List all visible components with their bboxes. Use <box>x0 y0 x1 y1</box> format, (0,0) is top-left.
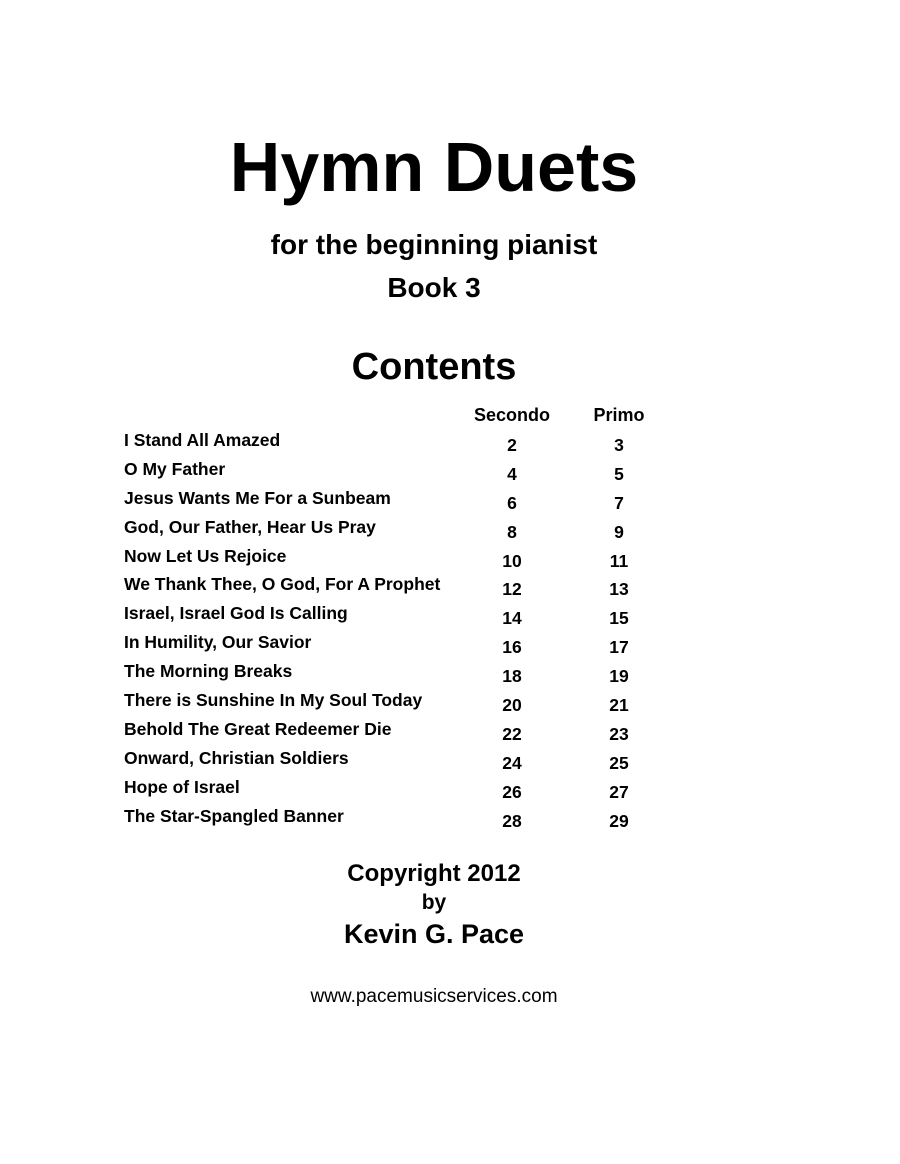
toc-entry-title: In Humility, Our Savior <box>124 632 312 653</box>
toc-row <box>124 602 684 631</box>
toc-secondo-page: 22 <box>502 723 522 744</box>
toc-primo-page: 21 <box>609 695 629 716</box>
column-header-secondo: Secondo <box>473 405 550 425</box>
toc-secondo-page: 20 <box>502 695 522 716</box>
toc-entry-title: There is Sunshine In My Soul Today <box>124 690 423 711</box>
toc-entry-title: Israel, Israel God Is Calling <box>124 603 348 624</box>
toc-row <box>124 545 684 574</box>
toc-row <box>124 660 684 689</box>
toc-secondo-page: 12 <box>502 579 522 600</box>
toc-row <box>124 718 684 747</box>
toc-primo-page: 13 <box>609 579 629 600</box>
toc-entry-title: Onward, Christian Soldiers <box>124 747 349 768</box>
toc-row <box>124 689 684 718</box>
author-name: Kevin G. Pace <box>343 919 525 949</box>
toc-entry-title: God, Our Father, Hear Us Pray <box>124 516 376 537</box>
toc-entry-title: Hope of Israel <box>124 776 240 797</box>
toc-secondo-page: 4 <box>507 463 517 484</box>
toc-secondo-page: 6 <box>507 492 517 513</box>
toc-secondo-page: 14 <box>502 608 522 629</box>
column-header-primo: Primo <box>593 405 645 425</box>
toc-primo-page: 29 <box>609 810 629 831</box>
copyright-line: Copyright 2012 <box>347 860 521 887</box>
toc-entry-title: Behold The Great Redeemer Die <box>124 718 392 739</box>
toc-row <box>124 805 684 834</box>
toc-entry-title: I Stand All Amazed <box>124 430 281 450</box>
toc-entry-title: Now Let Us Rejoice <box>124 545 287 566</box>
toc-primo-page: 9 <box>614 521 624 542</box>
toc-primo-page: 19 <box>609 666 629 687</box>
toc-primo-page: 27 <box>609 781 629 802</box>
toc-secondo-page: 26 <box>502 781 522 802</box>
toc-row <box>124 776 684 805</box>
toc-secondo-page: 8 <box>507 521 517 542</box>
page-title: Hymn Duets <box>229 128 639 206</box>
toc-secondo-page: 18 <box>502 666 522 687</box>
toc-row <box>124 631 684 660</box>
toc-row <box>124 487 684 516</box>
toc-primo-page: 15 <box>609 608 629 629</box>
toc-row <box>124 458 684 487</box>
toc-primo-page: 5 <box>614 463 624 484</box>
website-url: www.pacemusicservices.com <box>310 986 558 1007</box>
by-line: by <box>421 891 447 914</box>
toc-row <box>124 516 684 545</box>
toc-primo-page: 25 <box>609 752 629 773</box>
toc-secondo-page: 10 <box>502 550 522 571</box>
contents-heading: Contents <box>351 346 517 388</box>
toc-row <box>124 573 684 602</box>
toc-secondo-page: 2 <box>507 435 517 455</box>
toc-primo-page: 7 <box>614 492 624 513</box>
toc-primo-page: 11 <box>609 550 629 571</box>
toc-entry-title: The Morning Breaks <box>124 661 293 682</box>
toc-secondo-page: 16 <box>502 637 522 658</box>
toc-secondo-page: 28 <box>502 810 522 831</box>
toc-entry-title: We Thank Thee, O God, For A Prophet <box>124 574 441 595</box>
toc-entry-title: Jesus Wants Me For a Sunbeam <box>124 487 391 508</box>
toc-primo-page: 3 <box>614 435 624 455</box>
toc-entry-title: O My Father <box>124 458 226 479</box>
toc-secondo-page: 24 <box>502 752 522 773</box>
book-number: Book 3 <box>387 272 481 303</box>
table-of-contents <box>124 429 684 833</box>
toc-primo-page: 17 <box>609 637 629 658</box>
toc-row <box>124 747 684 776</box>
toc-primo-page: 23 <box>609 723 629 744</box>
toc-row <box>124 429 684 458</box>
subtitle: for the beginning pianist <box>270 229 598 260</box>
toc-entry-title: The Star-Spangled Banner <box>124 805 344 826</box>
